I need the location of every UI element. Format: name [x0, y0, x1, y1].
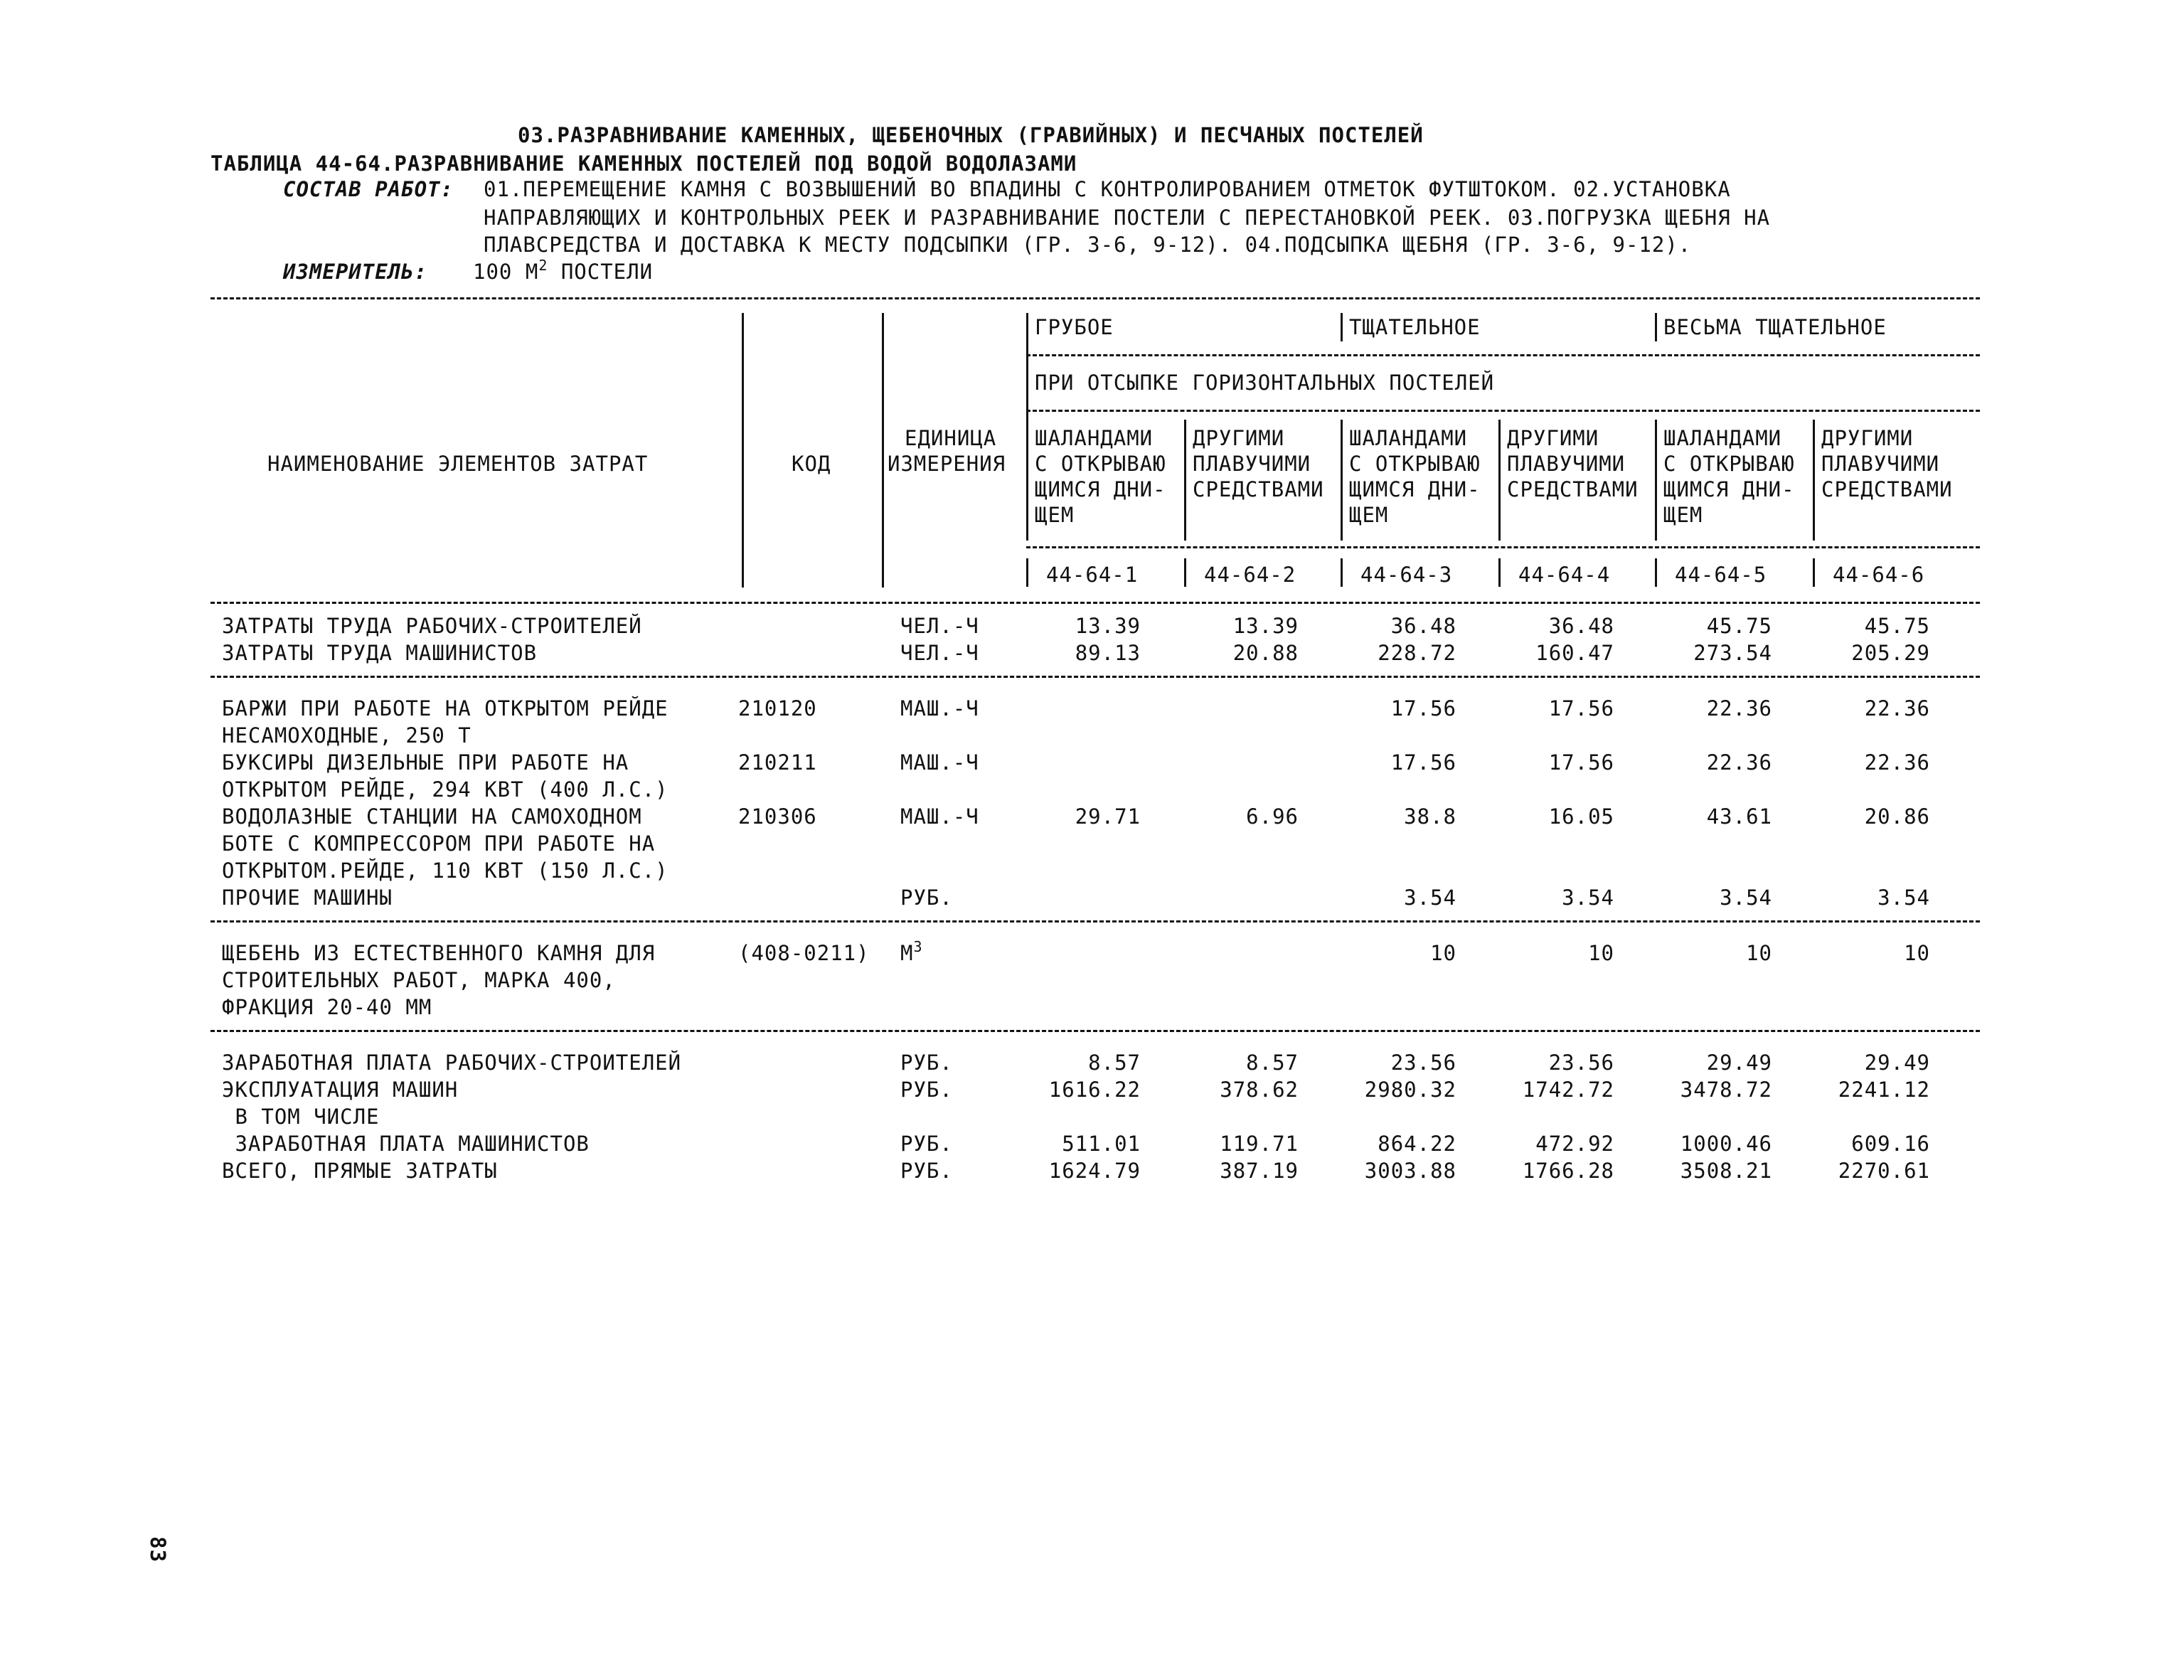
cost-value: 3.54 — [1562, 886, 1614, 910]
column-divider — [742, 313, 744, 588]
method-header-line: ДРУГИМИ — [1193, 426, 1285, 450]
column-divider — [1813, 420, 1815, 541]
cost-item-code: 210211 — [738, 750, 817, 775]
cost-value: 3.54 — [1404, 886, 1456, 910]
column-divider — [1026, 558, 1028, 587]
cost-item-unit: РУБ. — [900, 886, 953, 910]
cost-value: 273.54 — [1693, 641, 1772, 665]
method-header-line: ШАЛАНДАМИ — [1349, 426, 1468, 450]
cost-value: 89.13 — [1075, 641, 1141, 665]
cost-value: 22.36 — [1706, 696, 1772, 721]
cost-value: 20.86 — [1864, 804, 1930, 829]
cost-value: 205.29 — [1851, 641, 1930, 665]
cost-value: 36.48 — [1390, 614, 1456, 638]
cost-value: 20.88 — [1232, 641, 1299, 665]
cost-value: 378.62 — [1220, 1078, 1299, 1102]
cost-value: 1766.28 — [1522, 1159, 1614, 1183]
cost-value: 3.54 — [1720, 886, 1772, 910]
method-header-line: ШАЛАНДАМИ — [1035, 426, 1154, 450]
cost-item-unit: РУБ. — [900, 1078, 953, 1102]
cost-item-unit: РУБ. — [900, 1132, 953, 1156]
method-header-line: СРЕДСТВАМИ — [1507, 477, 1639, 501]
cost-item-name: БУКСИРЫ ДИЗЕЛЬНЫЕ ПРИ РАБОТЕ НА — [222, 750, 629, 775]
cost-value: 23.56 — [1548, 1051, 1614, 1075]
work-composition-label: СОСТАВ РАБОТ: — [283, 177, 454, 201]
cost-item-name: ЗАРАБОТНАЯ ПЛАТА РАБОЧИХ-СТРОИТЕЛЕЙ — [222, 1051, 682, 1075]
column-divider — [1498, 420, 1501, 541]
column-divider — [1341, 313, 1343, 341]
method-header-line: С ОТКРЫВАЮ — [1663, 452, 1795, 476]
method-header-line: ПЛАВУЧИМИ — [1507, 452, 1626, 476]
cost-value: 45.75 — [1706, 614, 1772, 638]
group-header: ВЕСЬМА ТЩАТЕЛЬНОЕ — [1663, 315, 1887, 339]
divider — [211, 920, 1980, 923]
cost-value: 38.8 — [1404, 804, 1456, 829]
group-header: ГРУБОЕ — [1035, 315, 1114, 339]
cost-item-name: ОТКРЫТОМ.РЕЙДЕ, 110 КВТ (150 Л.С.) — [222, 858, 668, 883]
section-title: 03.РАЗРАВНИВАНИЕ КАМЕННЫХ, ЩЕБЕНОЧНЫХ (ГРАВИЙНЫХ) И ПЕСЧАНЫХ ПОСТЕЛЕЙ — [518, 123, 1424, 147]
cost-value: 22.36 — [1864, 696, 1930, 721]
method-header-line: СРЕДСТВАМИ — [1821, 477, 1953, 501]
work-composition-line: НАПРАВЛЯЮЩИХ И КОНТРОЛЬНЫХ РЕЕК И РАЗРАВНИВАНИЕ ПОСТЕЛИ С ПЕРЕСТАНОВКОЙ РЕЕК. 03.ПОГРУЗКА ЩЕБНЯ НА — [484, 206, 1771, 230]
column-divider — [1026, 420, 1028, 541]
divider — [1026, 410, 1980, 412]
method-header-line: ДРУГИМИ — [1821, 426, 1914, 450]
cost-value: 43.61 — [1706, 804, 1772, 829]
method-header-line: С ОТКРЫВАЮ — [1349, 452, 1481, 476]
cost-value: 13.39 — [1232, 614, 1299, 638]
cost-value: 472.92 — [1535, 1132, 1614, 1156]
cost-value: 36.48 — [1548, 614, 1614, 638]
column-divider — [1655, 420, 1657, 541]
cost-value: 6.96 — [1246, 804, 1299, 829]
code-column-header: КОД — [792, 452, 831, 476]
unit-column-header: ИЗМЕРЕНИЯ — [888, 452, 1006, 476]
cost-value: 17.56 — [1548, 696, 1614, 721]
cost-value: 13.39 — [1075, 614, 1141, 638]
cost-value: 22.36 — [1706, 750, 1772, 775]
cost-value: 1742.72 — [1522, 1078, 1614, 1102]
method-header-line: СРЕДСТВАМИ — [1193, 477, 1324, 501]
cost-item-name: ЩЕБЕНЬ ИЗ ЕСТЕСТВЕННОГО КАМНЯ ДЛЯ — [222, 941, 656, 965]
cost-value: 511.01 — [1062, 1132, 1141, 1156]
cost-item-name: ВОДОЛАЗНЫЕ СТАНЦИИ НА САМОХОДНОМ — [222, 804, 642, 829]
name-column-header: НАИМЕНОВАНИЕ ЭЛЕМЕНТОВ ЗАТРАТ — [267, 452, 649, 476]
cost-value: 3.54 — [1877, 886, 1930, 910]
method-header-line: ПЛАВУЧИМИ — [1821, 452, 1940, 476]
method-header-line: ШАЛАНДАМИ — [1663, 426, 1782, 450]
method-header-line: ПЛАВУЧИМИ — [1193, 452, 1311, 476]
method-header-line: ЩИМСЯ ДНИ- — [1349, 477, 1481, 501]
cost-value: 10 — [1904, 941, 1930, 965]
cost-value: 22.36 — [1864, 750, 1930, 775]
column-divider — [1655, 558, 1657, 587]
cost-item-name: БОТЕ С КОМПРЕССОРОМ ПРИ РАБОТЕ НА — [222, 831, 656, 856]
table-title: ТАБЛИЦА 44-64.РАЗРАВНИВАНИЕ КАМЕННЫХ ПОСТЕЛЕЙ ПОД ВОДОЙ ВОДОЛАЗАМИ — [211, 151, 1077, 176]
cost-value: 3003.88 — [1364, 1159, 1456, 1183]
cost-value: 10 — [1746, 941, 1772, 965]
cost-value: 119.71 — [1220, 1132, 1299, 1156]
cost-value: 1000.46 — [1680, 1132, 1772, 1156]
rate-code: 44-64-3 — [1360, 563, 1453, 587]
rate-code: 44-64-6 — [1833, 563, 1925, 587]
cost-item-name: ФРАКЦИЯ 20-40 ММ — [222, 995, 432, 1019]
cost-item-name: ЗАТРАТЫ ТРУДА РАБОЧИХ-СТРОИТЕЛЕЙ — [222, 614, 642, 638]
method-header-line: ЩИМСЯ ДНИ- — [1035, 477, 1166, 501]
method-header-line: ЩЕМ — [1349, 503, 1389, 527]
column-divider — [1184, 558, 1186, 587]
cost-item-name: ЗАТРАТЫ ТРУДА МАШИНИСТОВ — [222, 641, 538, 665]
column-divider — [882, 313, 884, 588]
rate-code: 44-64-4 — [1518, 563, 1611, 587]
work-composition-line: 01.ПЕРЕМЕЩЕНИЕ КАМНЯ С ВОЗВЫШЕНИЙ ВО ВПАДИНЫ С КОНТРОЛИРОВАНИЕМ ОТМЕТОК ФУТШТОКОМ. 02.УСТАНОВКА — [484, 177, 1731, 201]
meter-value: 100 $М^2$ ПОСТЕЛИ — [473, 257, 654, 284]
method-header-line: ЩЕМ — [1035, 503, 1075, 527]
page-number: 83 — [146, 1536, 170, 1563]
column-divider — [1341, 558, 1343, 587]
cost-value: 2241.12 — [1838, 1078, 1930, 1102]
cost-value: 3478.72 — [1680, 1078, 1772, 1102]
divider — [1026, 354, 1980, 356]
cost-item-name: ВСЕГО, ПРЯМЫЕ ЗАТРАТЫ — [222, 1159, 498, 1183]
rate-code: 44-64-5 — [1675, 563, 1767, 587]
unit-column-header: ЕДИНИЦА — [905, 426, 997, 450]
cost-value: 2980.32 — [1364, 1078, 1456, 1102]
cost-value: 864.22 — [1378, 1132, 1456, 1156]
column-divider — [1184, 420, 1186, 541]
method-header-line: С ОТКРЫВАЮ — [1035, 452, 1166, 476]
meter-label: ИЗМЕРИТЕЛЬ: — [283, 260, 428, 284]
divider — [211, 602, 1980, 604]
cost-item-unit: МАШ.-Ч — [900, 804, 979, 829]
cost-item-unit: РУБ. — [900, 1159, 953, 1183]
cost-value: 45.75 — [1864, 614, 1930, 638]
divider — [211, 676, 1980, 678]
cost-value: 16.05 — [1548, 804, 1614, 829]
cost-item-name: ОТКРЫТОМ РЕЙДЕ, 294 КВТ (400 Л.С.) — [222, 777, 668, 802]
column-divider — [1655, 313, 1657, 341]
cost-value: 1616.22 — [1048, 1078, 1141, 1102]
cost-value: 228.72 — [1378, 641, 1456, 665]
cost-value: 1624.79 — [1048, 1159, 1141, 1183]
column-divider — [1813, 558, 1815, 587]
cost-value: 2270.61 — [1838, 1159, 1930, 1183]
cost-value: 8.57 — [1088, 1051, 1141, 1075]
rate-code: 44-64-2 — [1204, 563, 1296, 587]
cost-item-name: ЭКСПЛУАТАЦИЯ МАШИН — [222, 1078, 459, 1102]
method-header-line: ДРУГИМИ — [1507, 426, 1599, 450]
cost-value: 10 — [1588, 941, 1614, 965]
cost-item-name: ЗАРАБОТНАЯ ПЛАТА МАШИНИСТОВ — [222, 1132, 590, 1156]
divider — [211, 297, 1980, 299]
cost-item-code: 210120 — [738, 696, 817, 721]
method-header-line: ЩЕМ — [1663, 503, 1703, 527]
cost-value: 17.56 — [1548, 750, 1614, 775]
group-header: ТЩАТЕЛЬНОЕ — [1349, 315, 1481, 339]
cost-value: 160.47 — [1535, 641, 1614, 665]
table-subtitle: ПРИ ОТСЫПКЕ ГОРИЗОНТАЛЬНЫХ ПОСТЕЛЕЙ — [1035, 371, 1495, 395]
cost-item-unit: РУБ. — [900, 1051, 953, 1075]
cost-value: 23.56 — [1390, 1051, 1456, 1075]
work-composition-line: ПЛАВСРЕДСТВА И ДОСТАВКА К МЕСТУ ПОДСЫПКИ (ГР. 3-6, 9-12). 04.ПОДСЫПКА ЩЕБНЯ (ГР. 3-6, 9-12). — [484, 233, 1692, 257]
cost-item-unit: МАШ.-Ч — [900, 750, 979, 775]
cost-item-name: НЕСАМОХОДНЫЕ, 250 Т — [222, 723, 472, 748]
cost-item-unit: $М^3$ — [900, 938, 923, 965]
cost-item-name: ПРОЧИЕ МАШИНЫ — [222, 886, 393, 910]
cost-value: 387.19 — [1220, 1159, 1299, 1183]
divider — [211, 1030, 1980, 1032]
cost-item-code: 210306 — [738, 804, 817, 829]
column-divider — [1341, 420, 1343, 541]
rate-code: 44-64-1 — [1046, 563, 1139, 587]
cost-item-name: СТРОИТЕЛЬНЫХ РАБОТ, МАРКА 400, — [222, 968, 616, 992]
cost-value: 29.71 — [1075, 804, 1141, 829]
cost-item-unit: ЧЕЛ.-Ч — [900, 641, 979, 665]
cost-item-name: БАРЖИ ПРИ РАБОТЕ НА ОТКРЫТОМ РЕЙДЕ — [222, 696, 668, 721]
divider — [1026, 546, 1980, 548]
cost-item-code: (408-0211) — [738, 941, 870, 965]
column-divider — [1498, 558, 1501, 587]
cost-value: 17.56 — [1390, 696, 1456, 721]
cost-value: 17.56 — [1390, 750, 1456, 775]
cost-value: 8.57 — [1246, 1051, 1299, 1075]
cost-value: 3508.21 — [1680, 1159, 1772, 1183]
method-header-line: ЩИМСЯ ДНИ- — [1663, 477, 1795, 501]
cost-value: 609.16 — [1851, 1132, 1930, 1156]
cost-value: 29.49 — [1864, 1051, 1930, 1075]
cost-item-name: В ТОМ ЧИСЛЕ — [222, 1105, 380, 1129]
cost-value: 29.49 — [1706, 1051, 1772, 1075]
cost-item-unit: МАШ.-Ч — [900, 696, 979, 721]
cost-value: 10 — [1430, 941, 1456, 965]
cost-item-unit: ЧЕЛ.-Ч — [900, 614, 979, 638]
